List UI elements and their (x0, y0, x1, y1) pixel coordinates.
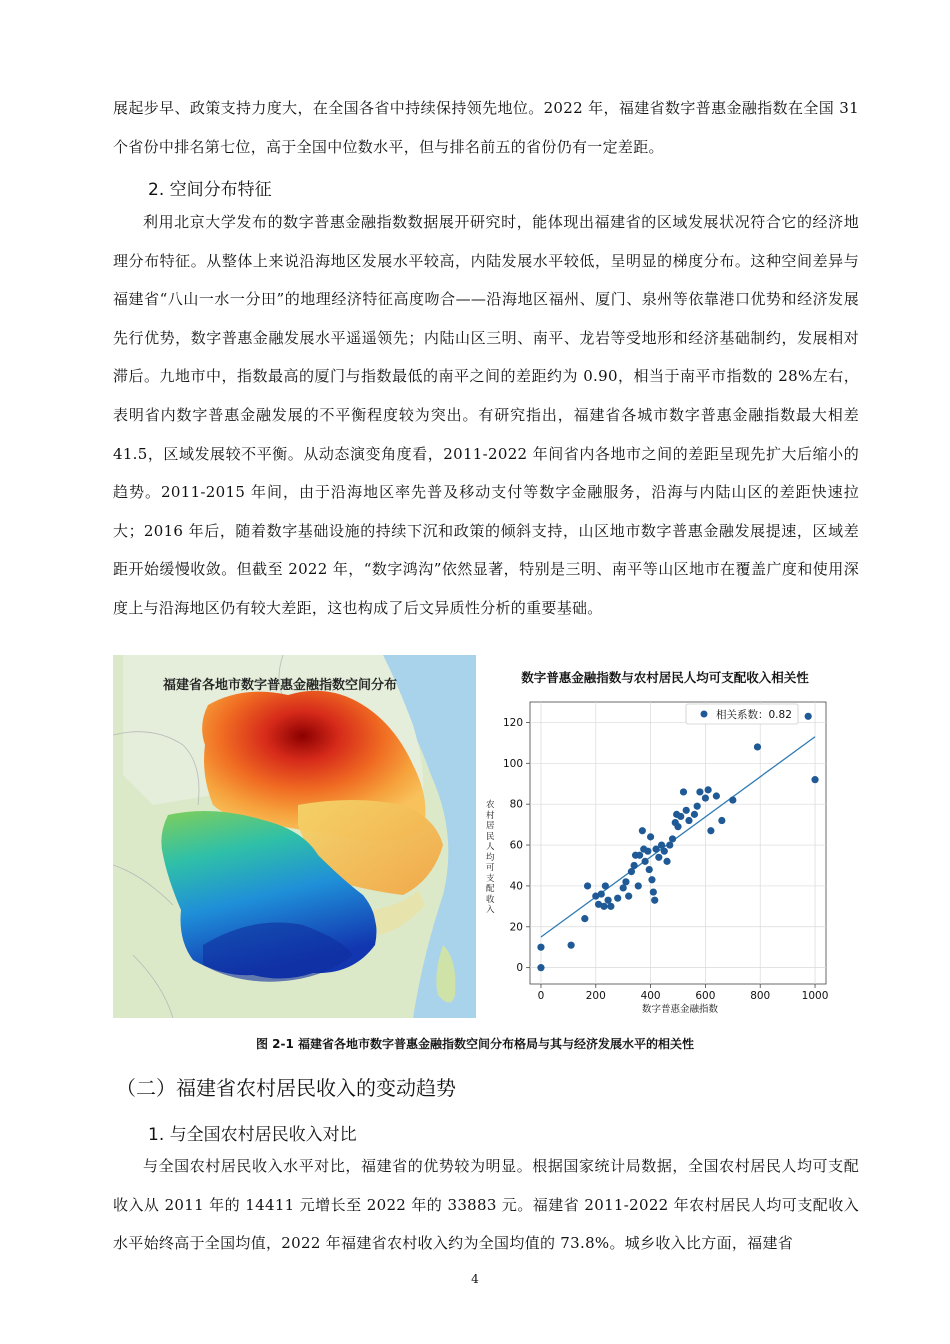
scatter-point (537, 964, 544, 971)
chart-x-label: 数字普惠金融指数 (641, 1004, 719, 1015)
scatter-point (625, 893, 632, 900)
map-title: 福建省各地市数字普惠金融指数空间分布 (163, 678, 398, 693)
scatter-point (718, 817, 725, 824)
scatter-point (614, 895, 621, 902)
scatter-point (636, 852, 643, 859)
y-tick-label: 80 (509, 798, 523, 811)
scatter-point (650, 888, 657, 895)
scatter-point (661, 848, 668, 855)
paragraph-income: 与全国农村居民收入水平对比，福建省的优势较为明显。根据国家统计局数据，全国农村居民人均可支配收入从 2011 年的 14411 元增长至 2022 年的 33883 元。福建省 2011-2022 年农村居民人均可支配收入水平始终高于全国均值，2022 年福建省农村收入约为全国均值的 73.8%。城乡收入比方面，福建省 (113, 1157, 859, 1253)
scatter-point (713, 792, 720, 799)
scatter-point (674, 823, 681, 830)
scatter-point (811, 776, 818, 783)
chart-y-label: 农村居民人均可支配收入 (486, 800, 495, 915)
x-tick-label: 200 (585, 990, 606, 1002)
scatter-point (644, 848, 651, 855)
scatter-point (622, 878, 629, 885)
scatter-point (646, 866, 653, 873)
scatter-point (651, 897, 658, 904)
scatter-point (677, 813, 684, 820)
scatter-point (568, 942, 575, 949)
scatter-point (694, 803, 701, 810)
fujian-heatmap (113, 655, 476, 1018)
section-heading-rural-income: （二）福建省农村居民收入的变动趋势 (116, 1076, 456, 1100)
scatter-point (598, 890, 605, 897)
scatter-point (602, 882, 609, 889)
scatter-point (702, 794, 709, 801)
scatter-point (605, 897, 612, 904)
scatter-point (680, 788, 687, 795)
scatter-point (669, 835, 676, 842)
scatter-point (663, 858, 670, 865)
map-figure (113, 655, 476, 1018)
scatter-point (683, 807, 690, 814)
scatter-point (685, 817, 692, 824)
scatter-point (635, 882, 642, 889)
scatter-point (707, 827, 714, 834)
x-tick-label: 600 (695, 990, 716, 1002)
scatter-chart (480, 660, 850, 1018)
scatter-point (658, 841, 665, 848)
scatter-point (537, 944, 544, 951)
scatter-point (655, 854, 662, 861)
scatter-point (696, 788, 703, 795)
scatter-point (631, 862, 638, 869)
scatter-point (607, 903, 614, 910)
figure-caption: 图 2-1 福建省各地市数字普惠金融指数空间分布格局与其与经济发展水平的相关性 (255, 1037, 695, 1051)
y-tick-label: 40 (509, 880, 523, 893)
scatter-point (754, 743, 761, 750)
scatter-point (600, 903, 607, 910)
scatter-chart-figure (480, 660, 850, 1018)
y-tick-label: 120 (502, 716, 523, 729)
x-tick-label: 0 (537, 990, 545, 1002)
scatter-point (581, 915, 588, 922)
x-tick-label: 400 (640, 990, 661, 1002)
legend-marker (701, 711, 708, 718)
scatter-point (647, 833, 654, 840)
section-heading-national-comparison: 1. 与全国农村居民收入对比 (148, 1125, 357, 1145)
paragraph-spatial: 利用北京大学发布的数字普惠金融指数数据展开研究时，能体现出福建省的区域发展状况符合它的经济地理分布特征。从整体上来说沿海地区发展水平较高，内陆发展水平较低，呈明显的梯度分布。这种空间差异与福建省“八山一水一分田”的地理经济特征高度吻合——沿海地区福州、厦门、泉州等依靠港口优势和经济发展先行优势，数字普惠金融发展水平遥遥领先；内陆山区三明、南平、龙岩等受地形和经济基础制约，发展相对滞后。九地市中，指数最高的厦门与指数最低的南平之间的差距约为 0.90，相当于南平市指数的 28%左右，表明省内数字普惠金融发展的不平衡程度较为突出。有研究指出，福建省各城市数字普惠金融指数最大相差 41.5，区域发展较不平衡。从动态演变角度看，2011-2022 年间省内各地市之间的差距呈现先扩大后缩小的趋势。2011-2015 年间，由于沿海地区率先普及移动支付等数字金融服务，沿海与内陆山区的差距快速拉大；2016 年后，随着数字基础设施的持续下沉和政策的倾斜支持，山区地市数字普惠金融发展提速，区域差距开始缓慢收敛。但截至 2022 年，“数字鸿沟”依然显著，特别是三明、南平等山区地市在覆盖广度和使用深度上与沿海地区仍有较大差距，这也构成了后文异质性分析的重要基础。 (113, 213, 859, 617)
scatter-point (639, 827, 646, 834)
plot-frame (530, 702, 826, 984)
scatter-point (666, 841, 673, 848)
x-tick-label: 1000 (801, 990, 829, 1002)
scatter-point (642, 858, 649, 865)
y-tick-label: 60 (509, 839, 523, 852)
scatter-point (805, 713, 812, 720)
scatter-point (729, 796, 736, 803)
chart-title: 数字普惠金融指数与农村居民人均可支配收入相关性 (521, 670, 809, 685)
scatter-point (628, 868, 635, 875)
y-tick-label: 20 (509, 921, 523, 934)
x-tick-label: 800 (750, 990, 771, 1002)
scatter-point (648, 876, 655, 883)
scatter-point (584, 882, 591, 889)
scatter-point (620, 884, 627, 891)
section-heading-spatial: 2. 空间分布特征 (148, 180, 272, 200)
page-number: 4 (471, 1272, 479, 1286)
legend-label: 相关系数：0.82 (716, 709, 792, 721)
y-tick-label: 100 (502, 757, 523, 770)
scatter-point (705, 786, 712, 793)
scatter-point (691, 811, 698, 818)
legend-box (686, 704, 798, 724)
paragraph-top: 展起步早、政策支持力度大，在全国各省中持续保持领先地位。2022 年，福建省数字普惠金融指数在全国 31 个省份中排名第七位，高于全国中位数水平，但与排名前五的省份仍有一定差距。 (113, 99, 859, 156)
y-tick-label: 0 (516, 962, 523, 975)
